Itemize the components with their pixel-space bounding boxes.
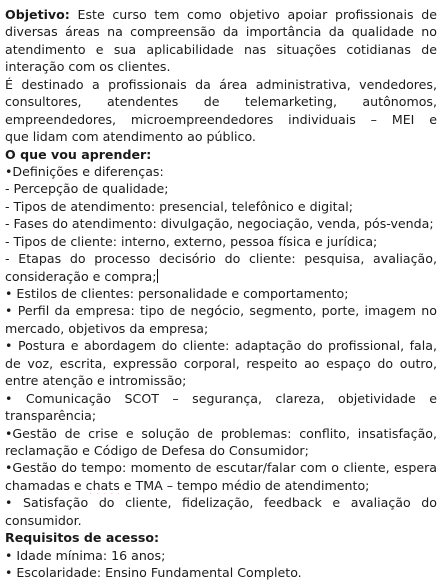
- objetivo-line-6: consultores, atendentes de telemarketing, autônomos,: [5, 94, 437, 110]
- requisitos-heading-text: Requisitos de acesso:: [5, 530, 160, 546]
- aprender-line: • Postura e abordagem do cliente: adaptação do profissional, fala,: [5, 338, 437, 354]
- objetivo-label: Objetivo:: [5, 7, 70, 22]
- objetivo-line-3: atendimento e sua aplicabilidade nas situações cotidianas de: [5, 41, 437, 57]
- aprender-line: • Perfil da empresa: tipo de negócio, segmento, porte, imagem no: [5, 303, 437, 319]
- aprender-line: - Percepção de qualidade;: [5, 181, 169, 197]
- aprender-line: - Fases do atendimento: divulgação, negociação, venda, pós-venda;: [5, 216, 434, 232]
- aprender-line: transparência;: [5, 408, 97, 424]
- aprender-line: • Satisfação do cliente, fidelização, feedback e avaliação do: [5, 495, 437, 511]
- objetivo-line-7: empreendedores, microempreendedores individuais – MEI e: [5, 111, 437, 127]
- objetivo-line-5: É destinado a profissionais da área administrativa, vendedores,: [5, 76, 437, 92]
- objetivo-line-8: que lidam com atendimento ao público.: [5, 129, 256, 145]
- aprender-line: mercado, objetivos da empresa;: [5, 320, 209, 336]
- objetivo-text: Este curso tem como objetivo apoiar profissionais de: [77, 7, 437, 22]
- aprender-line: •Gestão de crise e solução de problemas: conflito, insatisfação,: [5, 425, 437, 441]
- aprender-heading-text: O que vou aprender:: [5, 146, 152, 162]
- aprender-line-text: consideração e compra;: [5, 268, 157, 284]
- aprender-line: [5, 477, 437, 494]
- aprender-line: • Estilos de clientes: personalidade e comportamento;: [5, 286, 349, 301]
- aprender-line: •Gestão do tempo: momento de escutar/falar com o cliente, espera: [5, 460, 437, 476]
- requisitos-line: • Idade mínima: 16 anos;: [5, 547, 166, 563]
- aprender-line: • Comunicação SCOT – segurança, clareza, objetividade e: [5, 390, 437, 406]
- objetivo-line-1: [5, 6, 437, 23]
- aprender-line: consumidor.: [5, 512, 82, 528]
- aprender-line-text: chamadas e: [5, 477, 82, 493]
- aprender-line: - Tipos de atendimento: presencial, telefônico e digital;: [5, 198, 354, 214]
- aprender-line: reclamação e Código de Defesa do Consumidor;: [5, 442, 309, 458]
- aprender-line: [5, 268, 437, 285]
- aprender-line: - Tipos de cliente: interno, externo, pessoa física e jurídica;: [5, 233, 378, 249]
- misspelled-word[interactable]: e: [123, 477, 132, 493]
- requisitos-heading: [5, 529, 437, 546]
- aprender-line: de voz, escrita, expressão corporal, respeito ao espaço do outro,: [5, 355, 437, 371]
- text-cursor: [157, 269, 158, 283]
- objetivo-line-4: interação com os clientes.: [5, 59, 171, 75]
- aprender-line-text: TMA – tempo médio de atendimento;: [131, 477, 370, 493]
- aprender-heading: [5, 146, 437, 163]
- course-description-document: [5, 0, 437, 581]
- objetivo-line-2: diversas áreas na compreensão da importância da qualidade no: [5, 24, 437, 40]
- requisitos-line: • Escolaridade: Ensino Fundamental Completo.: [5, 565, 302, 580]
- aprender-line: - Etapas do processo decisório do cliente: pesquisa, avaliação,: [5, 251, 437, 267]
- misspelled-word[interactable]: chats: [85, 477, 120, 493]
- aprender-line: •Definições e diferenças:: [5, 163, 164, 179]
- aprender-line: entre atenção e intromissão;: [5, 373, 187, 389]
